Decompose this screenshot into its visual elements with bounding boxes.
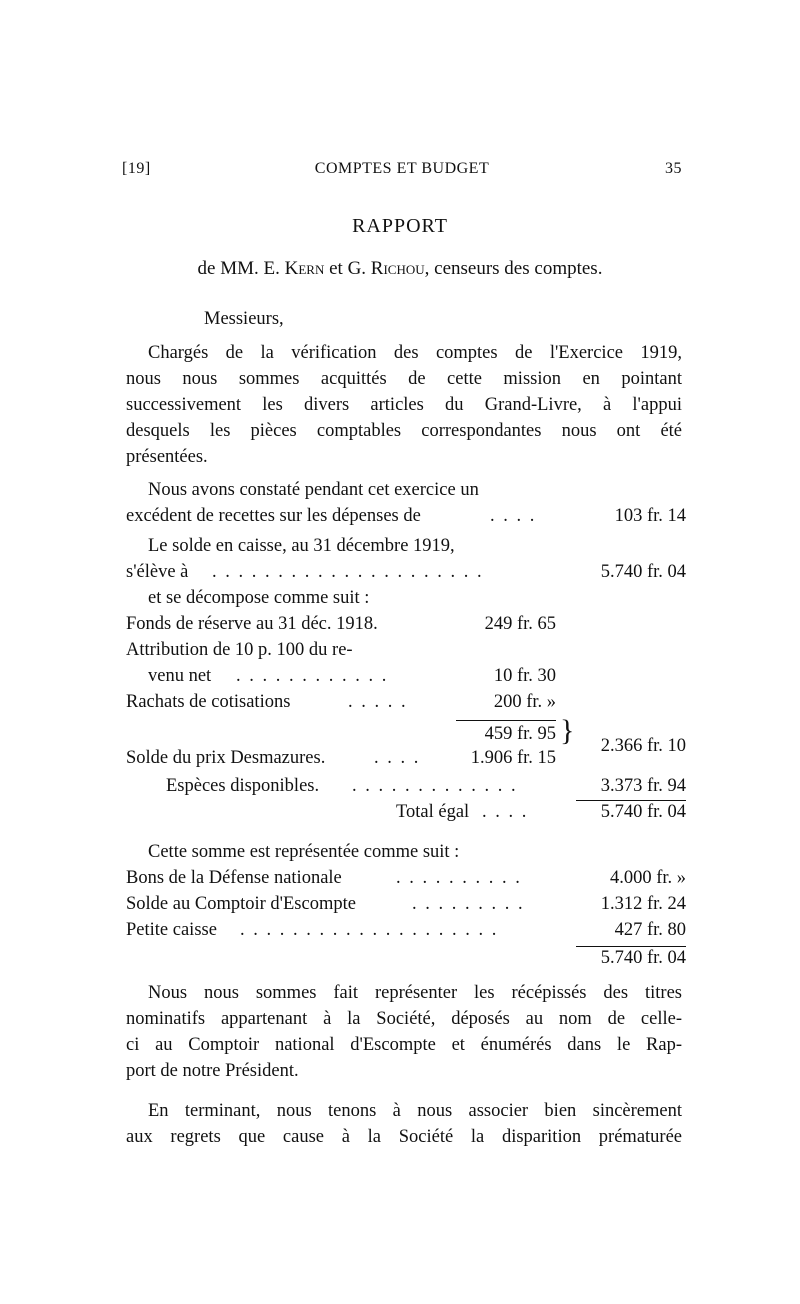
- buybacks-value: 200 fr. »: [493, 692, 556, 712]
- reserve-fund-value: 249 fr. 65: [484, 614, 556, 634]
- ledger-line: Espèces disponibles. . . . . . . . . . . . . . 3.373 fr. 94: [166, 776, 686, 796]
- final-total-rule: [576, 946, 686, 947]
- author-name-2: Richou: [370, 258, 425, 279]
- author-name-1: Kern: [284, 258, 325, 279]
- header-section-number: [19]: [122, 160, 151, 177]
- ledger-line: Solde du prix Desmazures. . . . . 1.906 fr. 15: [126, 748, 556, 768]
- total-equal-value: 5.740 fr. 04: [600, 802, 686, 822]
- ledger-line: Total égal . . . . 5.740 fr. 04: [396, 802, 686, 822]
- surplus-amount: 103 fr. 14: [614, 506, 686, 526]
- defense-bonds-value: 4.000 fr. »: [609, 868, 686, 888]
- ledger-line: Le solde en caisse, au 31 décembre 1919,: [148, 536, 455, 556]
- ledger-line: Petite caisse . . . . . . . . . . . . . . . . . . . . 427 fr. 80: [126, 920, 686, 940]
- ledger-line: et se décompose comme suit :: [148, 588, 370, 608]
- ledger-line: venu net . . . . . . . . . . . . 10 fr. 30: [148, 666, 556, 686]
- final-total-value: 5.740 fr. 04: [600, 948, 686, 968]
- authors-middle: et G.: [324, 258, 371, 279]
- page-number: 35: [665, 160, 682, 177]
- ledger-line: Bons de la Défense nationale . . . . . . . . . . 4.000 fr. »: [126, 868, 686, 888]
- ledger-line: Nous avons constaté pendant cet exercice un: [148, 480, 479, 500]
- ledger-line: Solde au Comptoir d'Escompte . . . . . . . . . 1.312 fr. 24: [126, 894, 686, 914]
- brace-total-value: 2.366 fr. 10: [600, 736, 686, 756]
- paragraph-line: nominatifs appartenant à la Société, déposés au nom de celle-: [126, 1009, 682, 1029]
- salutation: Messieurs,: [204, 309, 284, 329]
- paragraph-line: aux regrets que cause à la Société la disparition prématurée: [126, 1127, 682, 1147]
- report-title: RAPPORT: [352, 215, 448, 237]
- intro-line: desquels les pièces comptables correspondantes nous ont été: [126, 421, 682, 441]
- intro-paragraph: [126, 340, 682, 470]
- intro-line: successivement les divers articles du Grand-Livre, à l'appui: [126, 395, 682, 415]
- ledger-line: Rachats de cotisations . . . . . 200 fr. »: [126, 692, 556, 712]
- ledger-line: s'élève à . . . . . . . . . . . . . . . . . . . . . 5.740 fr. 04: [126, 562, 686, 582]
- authors-prefix: de MM. E.: [197, 258, 285, 279]
- running-header: [122, 160, 682, 182]
- header-title: COMPTES ET BUDGET: [314, 160, 490, 177]
- paragraph-line: port de notre Président.: [126, 1061, 299, 1081]
- paragraph-line: Nous nous sommes fait représenter les récépissés des titres: [148, 983, 682, 1003]
- ledger-line: Cette somme est représentée comme suit :: [148, 842, 460, 862]
- paragraph-line: ci au Comptoir national d'Escompte et énumérés dans le Rap-: [126, 1035, 682, 1055]
- brace-mark: }: [560, 714, 575, 747]
- intro-line: présentées.: [126, 447, 208, 467]
- authors-suffix: , censeurs des comptes.: [424, 258, 603, 279]
- paragraph-line: En terminant, nous tenons à nous associer bien sincèrement: [148, 1101, 682, 1121]
- ledger-line: [126, 948, 686, 974]
- report-authors: [0, 258, 800, 280]
- petty-cash-value: 427 fr. 80: [614, 920, 686, 940]
- closing-paragraph: [126, 1098, 682, 1150]
- titles-paragraph: [126, 980, 682, 1084]
- ledger-line: Attribution de 10 p. 100 du re-: [126, 640, 353, 660]
- comptoir-balance-value: 1.312 fr. 24: [600, 894, 686, 914]
- desmazures-value: 1.906 fr. 15: [470, 748, 556, 768]
- ledger-line: [126, 736, 686, 762]
- subtotal-rule: [456, 720, 556, 721]
- net-income-allocation-value: 10 fr. 30: [493, 666, 556, 686]
- ledger-line: Fonds de réserve au 31 déc. 1918. 249 fr. 65: [126, 614, 556, 634]
- subtotal-value: 459 fr. 95: [484, 724, 556, 744]
- ledger-line: excédent de recettes sur les dépenses de . . . . 103 fr. 14: [126, 506, 686, 526]
- intro-line: Chargés de la vérification des comptes de l'Exercice 1919,: [148, 343, 682, 363]
- total-rule: [576, 800, 686, 801]
- cash-balance-amount: 5.740 fr. 04: [600, 562, 686, 582]
- intro-line: nous nous sommes acquittés de cette mission en pointant: [126, 369, 682, 389]
- available-cash-value: 3.373 fr. 94: [600, 776, 686, 796]
